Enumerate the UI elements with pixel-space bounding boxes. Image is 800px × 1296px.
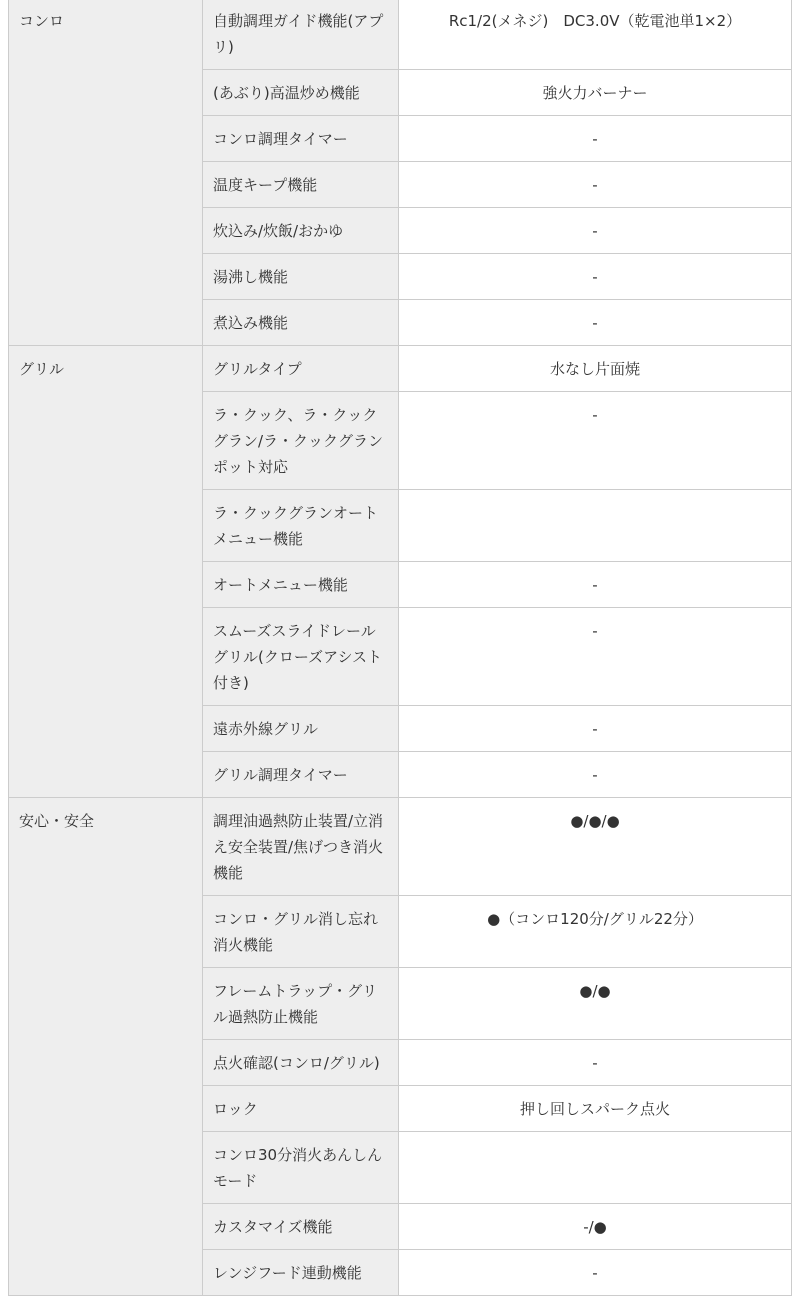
value-cell: -: [399, 392, 792, 490]
feature-cell: オートメニュー機能: [203, 562, 399, 608]
value-cell: -: [399, 116, 792, 162]
spec-table: [8, 0, 792, 1296]
table-row: [9, 346, 792, 392]
table-row: [9, 798, 792, 896]
value-cell: -: [399, 1250, 792, 1296]
value-cell: ●/●/●: [399, 798, 792, 896]
value-cell: 強火力バーナー: [399, 70, 792, 116]
feature-cell: ロック: [203, 1086, 399, 1132]
feature-cell: コンロ・グリル消し忘れ消火機能: [203, 896, 399, 968]
value-cell: 押し回しスパーク点火: [399, 1086, 792, 1132]
value-cell: -: [399, 608, 792, 706]
feature-cell: 自動調理ガイド機能(アプリ): [203, 0, 399, 70]
category-cell: [9, 798, 203, 1296]
category-cell: [9, 346, 203, 798]
spec-table-body: [9, 0, 792, 1296]
feature-cell: 調理油過熱防止装置/立消え安全装置/焦げつき消火機能: [203, 798, 399, 896]
value-cell: Rc1/2(メネジ) DC3.0V（乾電池単1×2）: [399, 0, 792, 70]
category-label: コンロ: [19, 12, 65, 30]
value-cell: ●（コンロ120分/グリル22分）: [399, 896, 792, 968]
value-cell: -: [399, 706, 792, 752]
value-cell: ●/●: [399, 968, 792, 1040]
category-label: グリル: [19, 360, 65, 378]
value-cell: -: [399, 752, 792, 798]
feature-cell: グリルタイプ: [203, 346, 399, 392]
value-cell: [399, 1132, 792, 1204]
value-cell: [399, 490, 792, 562]
feature-cell: カスタマイズ機能: [203, 1204, 399, 1250]
value-cell: -: [399, 162, 792, 208]
feature-cell: 炊込み/炊飯/おかゆ: [203, 208, 399, 254]
feature-cell: ラ・クックグランオートメニュー機能: [203, 490, 399, 562]
feature-cell: コンロ調理タイマー: [203, 116, 399, 162]
value-cell: -: [399, 1040, 792, 1086]
feature-cell: 煮込み機能: [203, 300, 399, 346]
feature-cell: 湯沸し機能: [203, 254, 399, 300]
category-cell: [9, 0, 203, 346]
value-cell: -: [399, 300, 792, 346]
value-cell: -: [399, 254, 792, 300]
feature-cell: 遠赤外線グリル: [203, 706, 399, 752]
value-cell: -: [399, 208, 792, 254]
feature-cell: スムーズスライドレールグリル(クローズアシスト付き): [203, 608, 399, 706]
table-row: [9, 0, 792, 70]
feature-cell: 温度キープ機能: [203, 162, 399, 208]
value-cell: 水なし片面焼: [399, 346, 792, 392]
feature-cell: 点火確認(コンロ/グリル): [203, 1040, 399, 1086]
feature-cell: (あぶり)高温炒め機能: [203, 70, 399, 116]
feature-cell: フレームトラップ・グリル過熱防止機能: [203, 968, 399, 1040]
value-cell: -/●: [399, 1204, 792, 1250]
value-cell: -: [399, 562, 792, 608]
feature-cell: ラ・クック、ラ・クックグラン/ラ・クックグランポット対応: [203, 392, 399, 490]
category-label: 安心・安全: [19, 812, 95, 830]
feature-cell: コンロ30分消火あんしんモード: [203, 1132, 399, 1204]
feature-cell: レンジフード連動機能: [203, 1250, 399, 1296]
feature-cell: グリル調理タイマー: [203, 752, 399, 798]
